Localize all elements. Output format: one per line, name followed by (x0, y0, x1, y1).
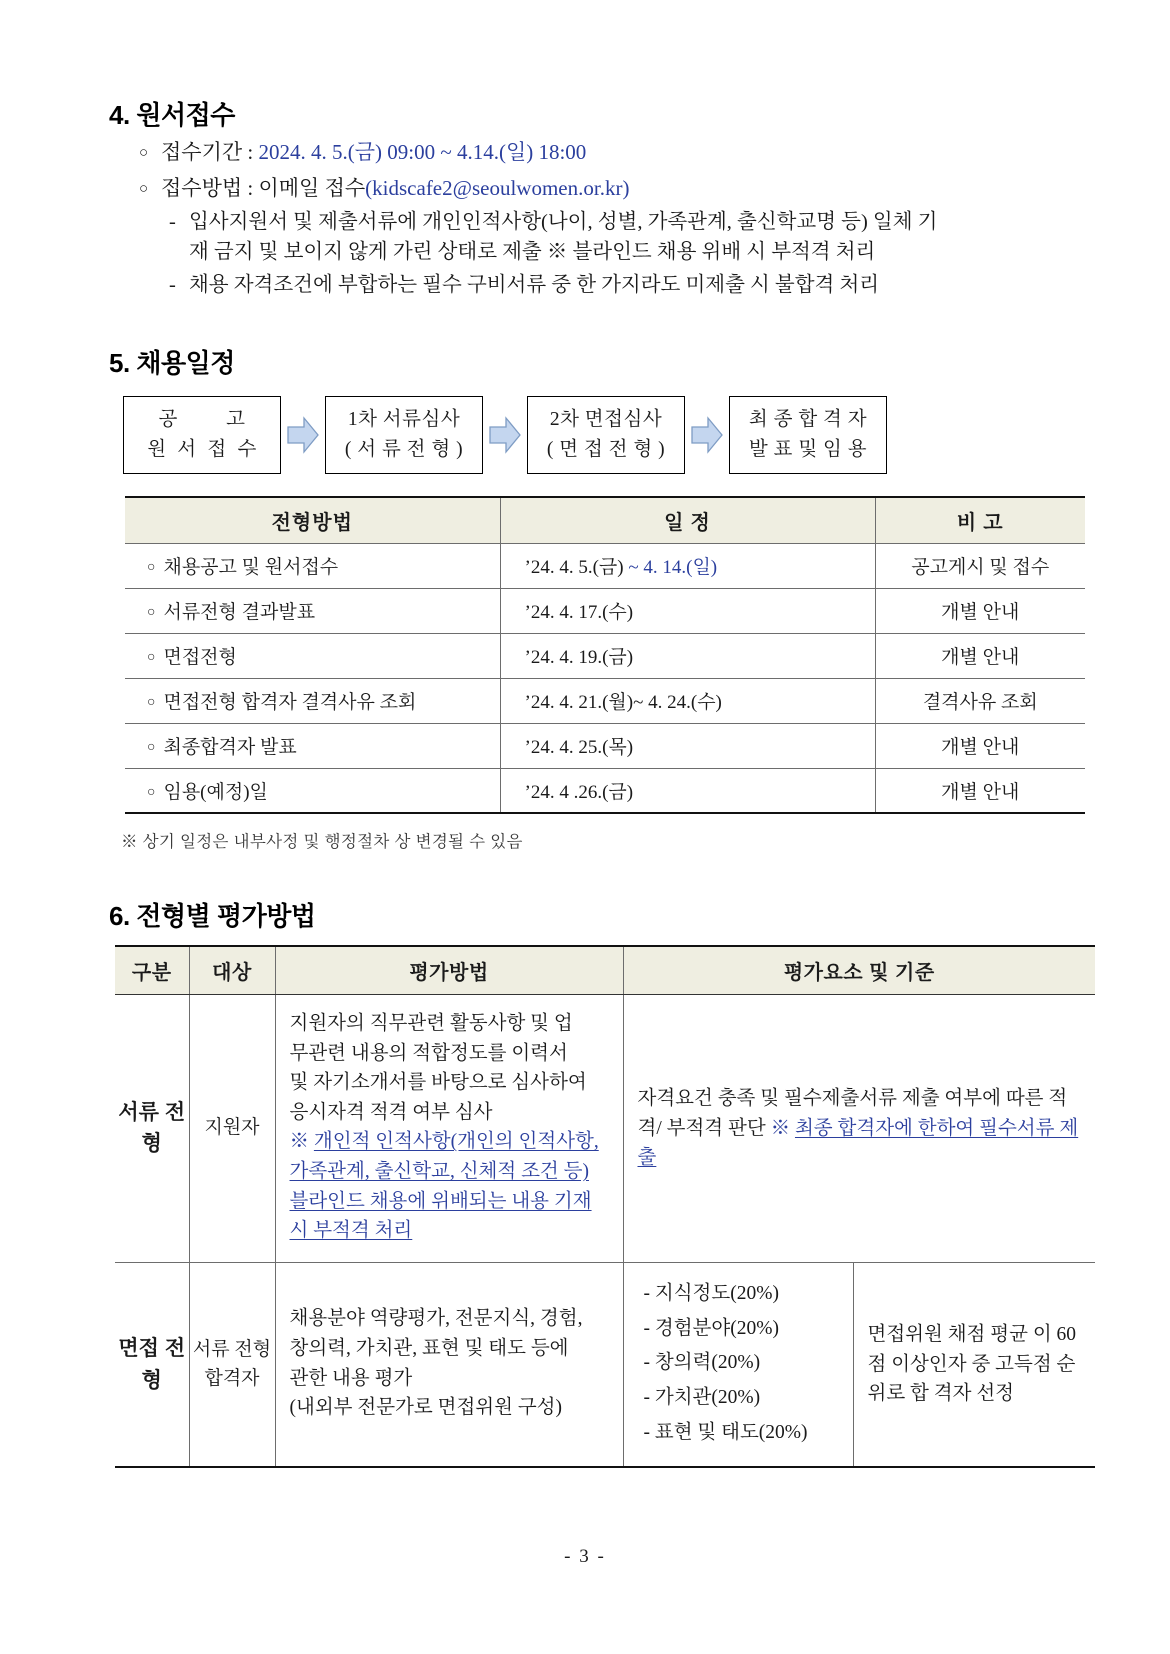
application-subitem-1 (169, 208, 1075, 268)
section-5-heading: 5. 채용일정 (109, 348, 235, 379)
eval-selection-rule-cell (853, 1262, 1095, 1467)
eval-criteria-items-cell (623, 1262, 853, 1467)
reference-mark-icon: ※ (289, 1131, 310, 1153)
schedule-date-cell (500, 678, 875, 723)
schedule-date-cell (500, 588, 875, 633)
eval-target-line-2: 전형 (234, 1339, 272, 1361)
schedule-table (125, 496, 1085, 814)
eval-category-line-2: 전형 (141, 1100, 186, 1156)
eval-method-line-2: 창의력, 가치관, 표현 및 태도 등에 (289, 1338, 569, 1360)
schedule-remark-cell: 결격사유 조회 (875, 678, 1085, 723)
schedule-date-text: ’24. 4. 21.(월)~ 4. 24.(수) (524, 692, 722, 714)
table-row (125, 678, 1085, 723)
circle-marker-icon: ○ (147, 605, 156, 621)
eval-method-line-3: 및 자기소개서를 바탕으로 심사하여 (289, 1072, 587, 1094)
schedule-method-cell (125, 543, 500, 588)
circle-marker-icon: ○ (147, 650, 156, 666)
flow-step-2-line-1: 1차 서류심사 (347, 408, 461, 430)
eval-category-cell (115, 1262, 189, 1467)
eval-category-line-1: 면접 (118, 1337, 159, 1361)
circle-marker-icon: ○ (147, 785, 156, 801)
application-period-item (139, 138, 1075, 168)
section-4-heading: 4. 원서접수 (109, 100, 235, 130)
flow-step-interview (527, 396, 685, 474)
circle-marker-icon: ○ (147, 560, 156, 576)
flow-arrow-2-icon (483, 396, 527, 474)
circle-marker-icon: ○ (139, 180, 149, 197)
eval-target-cell (189, 994, 275, 1262)
subitem-2-line-1: 채용 자격조건에 부합하는 필수 구비서류 중 한 가지라도 미제출 시 불합격 처리 (189, 274, 880, 297)
flow-arrow-1-icon (281, 396, 325, 474)
schedule-remark-cell: 공고게시 및 접수 (875, 543, 1085, 588)
schedule-date-text: ’24. 4 .26.(금) (524, 782, 634, 804)
flow-step-4-line-1: 최 종 합 격 자 (748, 408, 868, 430)
schedule-method-cell (125, 633, 500, 678)
eval-target-line-1: 지원자 (204, 1117, 260, 1139)
schedule-date-cell (500, 768, 875, 813)
eval-criteria-line-2: 따른 적격/ 부적격 판단 (637, 1087, 1068, 1139)
schedule-date-text: ’24. 4. 5.(금) (524, 557, 629, 579)
flow-step-2-line-2: ( 서 류 전 형 ) (344, 439, 464, 461)
schedule-method-text: 면접전형 합격자 결격사유 조회 (163, 692, 417, 714)
eval-criteria-note: 최종 합격자에 한하여 필수서류 제출 (637, 1117, 1079, 1169)
circle-marker-icon: ○ (147, 695, 156, 711)
eval-method-line-2: 무관련 내용의 적합정도를 이력서 (289, 1042, 568, 1064)
flow-step-4-line-2: 발 표 및 임 용 (748, 439, 868, 461)
eval-header-method: 평가방법 (275, 946, 623, 994)
schedule-method-cell (125, 723, 500, 768)
schedule-date-cell (500, 723, 875, 768)
table-row (125, 588, 1085, 633)
reference-mark-icon: ※ (770, 1117, 791, 1139)
application-method-label: 접수방법 : 이메일 접수 (161, 175, 366, 200)
evaluation-header-row (115, 946, 1095, 994)
table-row (115, 1262, 1095, 1467)
table-row (125, 723, 1085, 768)
eval-criteria-item-2: - 경험분야(20%) (643, 1317, 779, 1339)
eval-criteria-cell (623, 994, 1095, 1262)
schedule-date-highlight: ~ 4. 14.(일) (628, 557, 718, 579)
evaluation-table (115, 945, 1095, 1468)
flow-step-1-line-1: 공 고 (158, 408, 246, 430)
section-6-heading: 6. 전형별 평가방법 (109, 901, 316, 932)
schedule-remark-cell: 개별 안내 (875, 633, 1085, 678)
eval-target-cell (189, 1262, 275, 1467)
eval-method-note-line-2: 가족관계, 출신학교, 신체적 조건 등) (289, 1161, 589, 1183)
eval-target-line-3: 합격자 (204, 1367, 260, 1389)
schedule-method-text: 임용(예정)일 (163, 782, 268, 804)
schedule-header-row (125, 497, 1085, 543)
eval-criteria-item-5: - 표현 및 태도(20%) (643, 1421, 808, 1443)
flow-step-3-line-1: 2차 면접심사 (549, 408, 663, 430)
eval-method-note-line-1: 개인적 인적사항(개인의 인적사항, (313, 1131, 599, 1153)
schedule-method-cell (125, 768, 500, 813)
eval-category-line-2: 전형 (141, 1337, 186, 1392)
flow-step-3-line-2: ( 면 접 전 형 ) (546, 439, 666, 461)
eval-selection-line-3: 중 고득점 순위로 합 (867, 1353, 1076, 1405)
page-number: - 3 - (564, 1546, 606, 1567)
application-email: (kidscafe2@seoulwomen.or.kr) (365, 175, 630, 200)
schedule-date-text: ’24. 4. 25.(목) (524, 737, 634, 759)
schedule-method-text: 서류전형 결과발표 (163, 602, 316, 624)
eval-method-line-1: 채용분야 역량평가, 전문지식, 경험, (289, 1308, 583, 1330)
schedule-method-text: 채용공고 및 원서접수 (163, 557, 339, 579)
circle-marker-icon: ○ (139, 145, 149, 161)
table-row (125, 633, 1085, 678)
eval-method-note-line-4: 시 부적격 처리 (289, 1220, 413, 1242)
dash-marker-icon: - (169, 274, 176, 297)
subitem-1-line-2: 재 금지 및 보이지 않게 가린 상태로 제출 ※ 블라인드 채용 위배 시 부적격 처리 (189, 240, 876, 263)
schedule-remark-cell: 개별 안내 (875, 588, 1085, 633)
eval-criteria-item-1: - 지식정도(20%) (643, 1282, 779, 1304)
eval-method-note-line-3: 블라인드 채용에 위배되는 내용 기재 (289, 1190, 592, 1212)
schedule-note: ※ 상기 일정은 내부사정 및 행정절차 상 변경될 수 있음 (121, 833, 523, 852)
subitem-1-line-1: 입사지원서 및 제출서류에 개인인적사항(나이, 성별, 가족관계, 출신학교명 등) 일체 기 (189, 210, 938, 233)
eval-category-cell (115, 994, 189, 1262)
eval-header-category: 구분 (115, 946, 189, 994)
eval-method-cell (275, 1262, 623, 1467)
schedule-header-date: 일 정 (500, 497, 875, 543)
schedule-method-cell (125, 588, 500, 633)
eval-category-line-1: 서류 (118, 1100, 159, 1124)
eval-criteria-line-1: 자격요건 충족 및 필수제출서류 제출 여부에 (637, 1087, 1001, 1109)
schedule-date-text: ’24. 4. 17.(수) (524, 602, 634, 624)
eval-method-line-4: (내외부 전문가로 면접위원 구성) (289, 1397, 562, 1419)
application-period-value: 2024. 4. 5.(금) 09:00 ~ 4.14.(일) 18:00 (258, 140, 587, 164)
eval-selection-line-2: 이 60점 이상인자 (867, 1324, 1077, 1375)
eval-method-line-1: 지원자의 직무관련 활동사항 및 업 (289, 1012, 573, 1034)
eval-selection-line-4: 격자 선정 (933, 1383, 1014, 1405)
application-subitem-2 (169, 271, 1075, 301)
recruitment-flow-diagram (123, 396, 1075, 474)
circle-marker-icon: ○ (147, 740, 156, 756)
eval-header-criteria: 평가요소 및 기준 (623, 946, 1095, 994)
flow-step-final-result (729, 396, 887, 474)
eval-criteria-item-4: - 가치관(20%) (643, 1387, 761, 1408)
schedule-method-cell (125, 678, 500, 723)
eval-criteria-item-3: - 창의력(20%) (643, 1352, 761, 1374)
schedule-date-cell (500, 543, 875, 588)
flow-step-1-line-2: 원 서 접 수 (147, 439, 257, 461)
table-row (125, 768, 1085, 813)
schedule-remark-cell: 개별 안내 (875, 723, 1085, 768)
flow-step-announcement (123, 396, 281, 474)
application-period-label: 접수기간 : (161, 140, 259, 164)
schedule-date-text: ’24. 4. 19.(금) (524, 647, 634, 669)
eval-selection-line-1: 면접위원 채점 평균 (867, 1324, 1028, 1346)
eval-method-cell (275, 994, 623, 1262)
eval-method-line-3: 관한 내용 평가 (289, 1367, 413, 1389)
schedule-remark-cell: 개별 안내 (875, 768, 1085, 813)
schedule-date-cell (500, 633, 875, 678)
table-row (115, 994, 1095, 1262)
eval-target-line-1: 서류 (192, 1339, 230, 1361)
flow-step-document-review (325, 396, 483, 474)
schedule-header-remark: 비 고 (875, 497, 1085, 543)
eval-method-line-4: 응시자격 적격 여부 심사 (289, 1101, 493, 1123)
schedule-header-method: 전형방법 (125, 497, 500, 543)
table-row (125, 543, 1085, 588)
application-method-item (139, 174, 1075, 204)
schedule-method-text: 최종합격자 발표 (163, 737, 297, 759)
flow-arrow-3-icon (685, 396, 729, 474)
eval-header-target: 대상 (189, 946, 275, 994)
dash-marker-icon: - (169, 210, 176, 233)
schedule-method-text: 면접전형 (163, 647, 237, 669)
